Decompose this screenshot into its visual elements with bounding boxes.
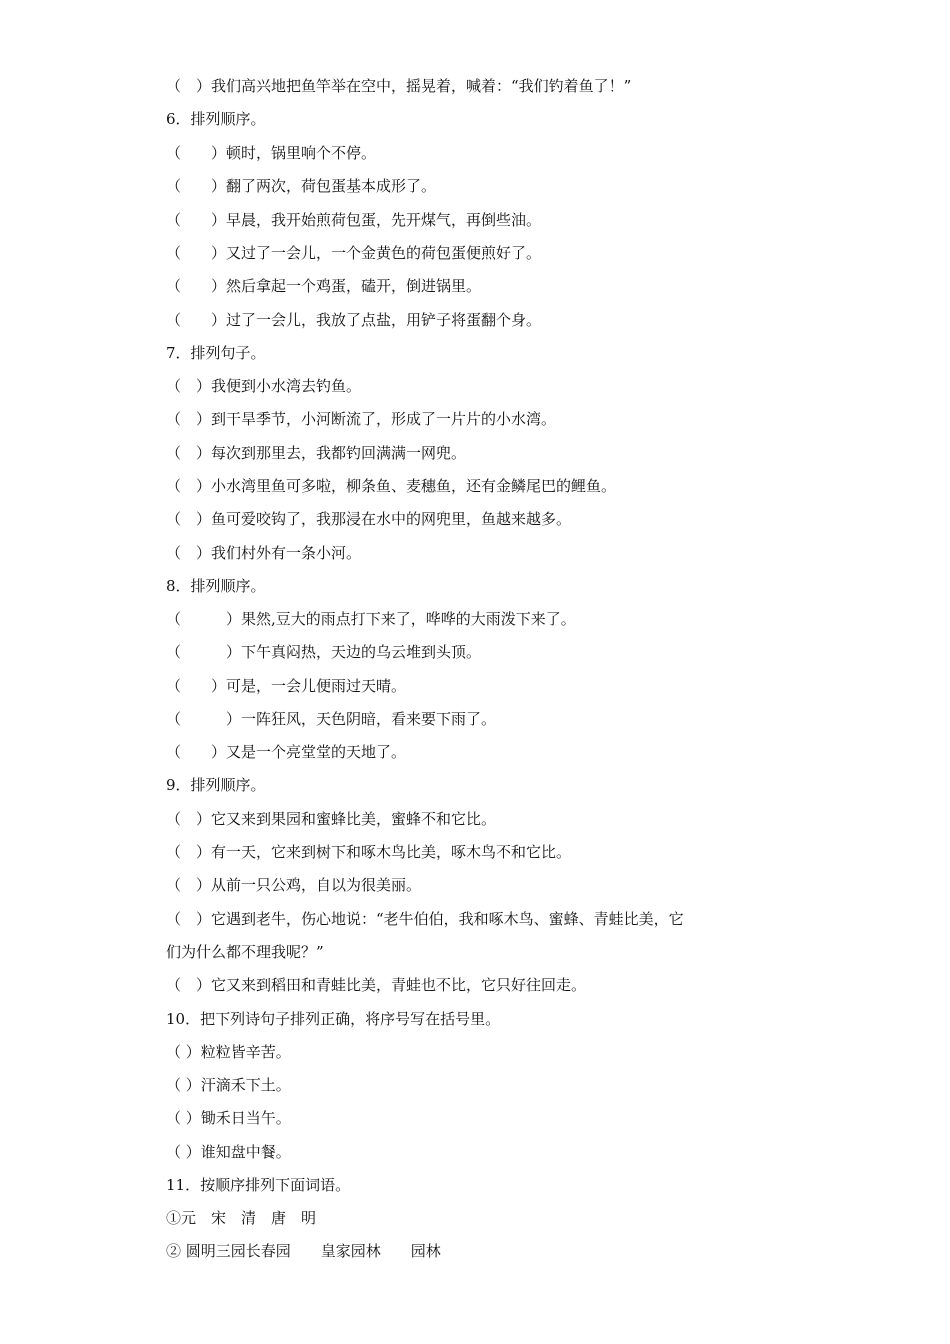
heading-q10: 10．把下列诗句子排列正确，将序号写在括号里。	[166, 1010, 501, 1028]
q10-item-2: （ ）汗滴禾下土。	[166, 1076, 291, 1094]
q6-item-3: （ ）早晨，我开始煎荷包蛋，先开煤气，再倒些油。	[166, 211, 542, 229]
q8-item-5: （ ）又是一个亮堂堂的天地了。	[166, 743, 407, 761]
q6-item-5: （ ）然后拿起一个鸡蛋，磕开，倒进锅里。	[166, 277, 482, 295]
heading-q7: 7．排列句子。	[166, 344, 266, 362]
q9-item-4: （ ）它遇到老牛，伤心地说：“老牛伯伯，我和啄木鸟、蜜蜂、青蛙比美，它	[166, 910, 684, 928]
q8-item-3: （ ）可是，一会儿便雨过天晴。	[166, 677, 407, 695]
q7-item-3: （ ）每次到那里去，我都钓回满满一网兜。	[166, 444, 467, 462]
q8-item-4: （ ）一阵狂风，天色阴暗，看来要下雨了。	[166, 710, 497, 728]
q8-item-1: （ ）果然,豆大的雨点打下来了，哗哗的大雨泼下来了。	[166, 610, 576, 628]
heading-q8: 8．排列顺序。	[166, 577, 266, 595]
heading-q6: 6．排列顺序。	[166, 110, 266, 128]
q7-item-5: （ ）鱼可爱咬钩了，我那浸在水中的网兜里，鱼越来越多。	[166, 510, 572, 528]
heading-q9: 9．排列顺序。	[166, 776, 266, 794]
q6-item-2: （ ）翻了两次，荷包蛋基本成形了。	[166, 177, 437, 195]
q11-item-2: ② 圆明三园长春园 皇家园林 园林	[166, 1242, 441, 1260]
q7-item-6: （ ）我们村外有一条小河。	[166, 544, 362, 562]
q11-item-1: ①元 宋 清 唐 明	[166, 1209, 317, 1227]
line-q5-last-item: （ ）我们高兴地把鱼竿举在空中，摇晃着，喊着：“我们钓着鱼了！”	[166, 77, 632, 95]
q9-item-1: （ ）它又来到果园和蜜蜂比美，蜜蜂不和它比。	[166, 810, 497, 828]
heading-q11: 11．按顺序排列下面词语。	[166, 1176, 351, 1194]
q10-item-3: （ ）锄禾日当午。	[166, 1109, 291, 1127]
q10-item-1: （ ）粒粒皆辛苦。	[166, 1043, 291, 1061]
q8-item-2: （ ）下午真闷热，天边的乌云堆到头顶。	[166, 643, 482, 661]
q9-item-4-continued: 们为什么都不理我呢？”	[166, 943, 324, 961]
q6-item-4: （ ）又过了一会儿，一个金黄色的荷包蛋便煎好了。	[166, 244, 542, 262]
q6-item-6: （ ）过了一会儿，我放了点盐，用铲子将蛋翻个身。	[166, 311, 542, 329]
q7-item-4: （ ）小水湾里鱼可多啦，柳条鱼、麦穗鱼，还有金鳞尾巴的鲤鱼。	[166, 477, 617, 495]
q9-item-2: （ ）有一天，它来到树下和啄木鸟比美，啄木鸟不和它比。	[166, 843, 572, 861]
q10-item-4: （ ）谁知盘中餐。	[166, 1143, 291, 1161]
q7-item-2: （ ）到干旱季节，小河断流了，形成了一片片的小水湾。	[166, 410, 557, 428]
q6-item-1: （ ）顿时，锅里响个不停。	[166, 144, 377, 162]
q9-item-5: （ ）它又来到稻田和青蛙比美，青蛙也不比，它只好往回走。	[166, 976, 587, 994]
q7-item-1: （ ）我便到小水湾去钓鱼。	[166, 377, 362, 395]
q9-item-3: （ ）从前一只公鸡，自以为很美丽。	[166, 876, 422, 894]
